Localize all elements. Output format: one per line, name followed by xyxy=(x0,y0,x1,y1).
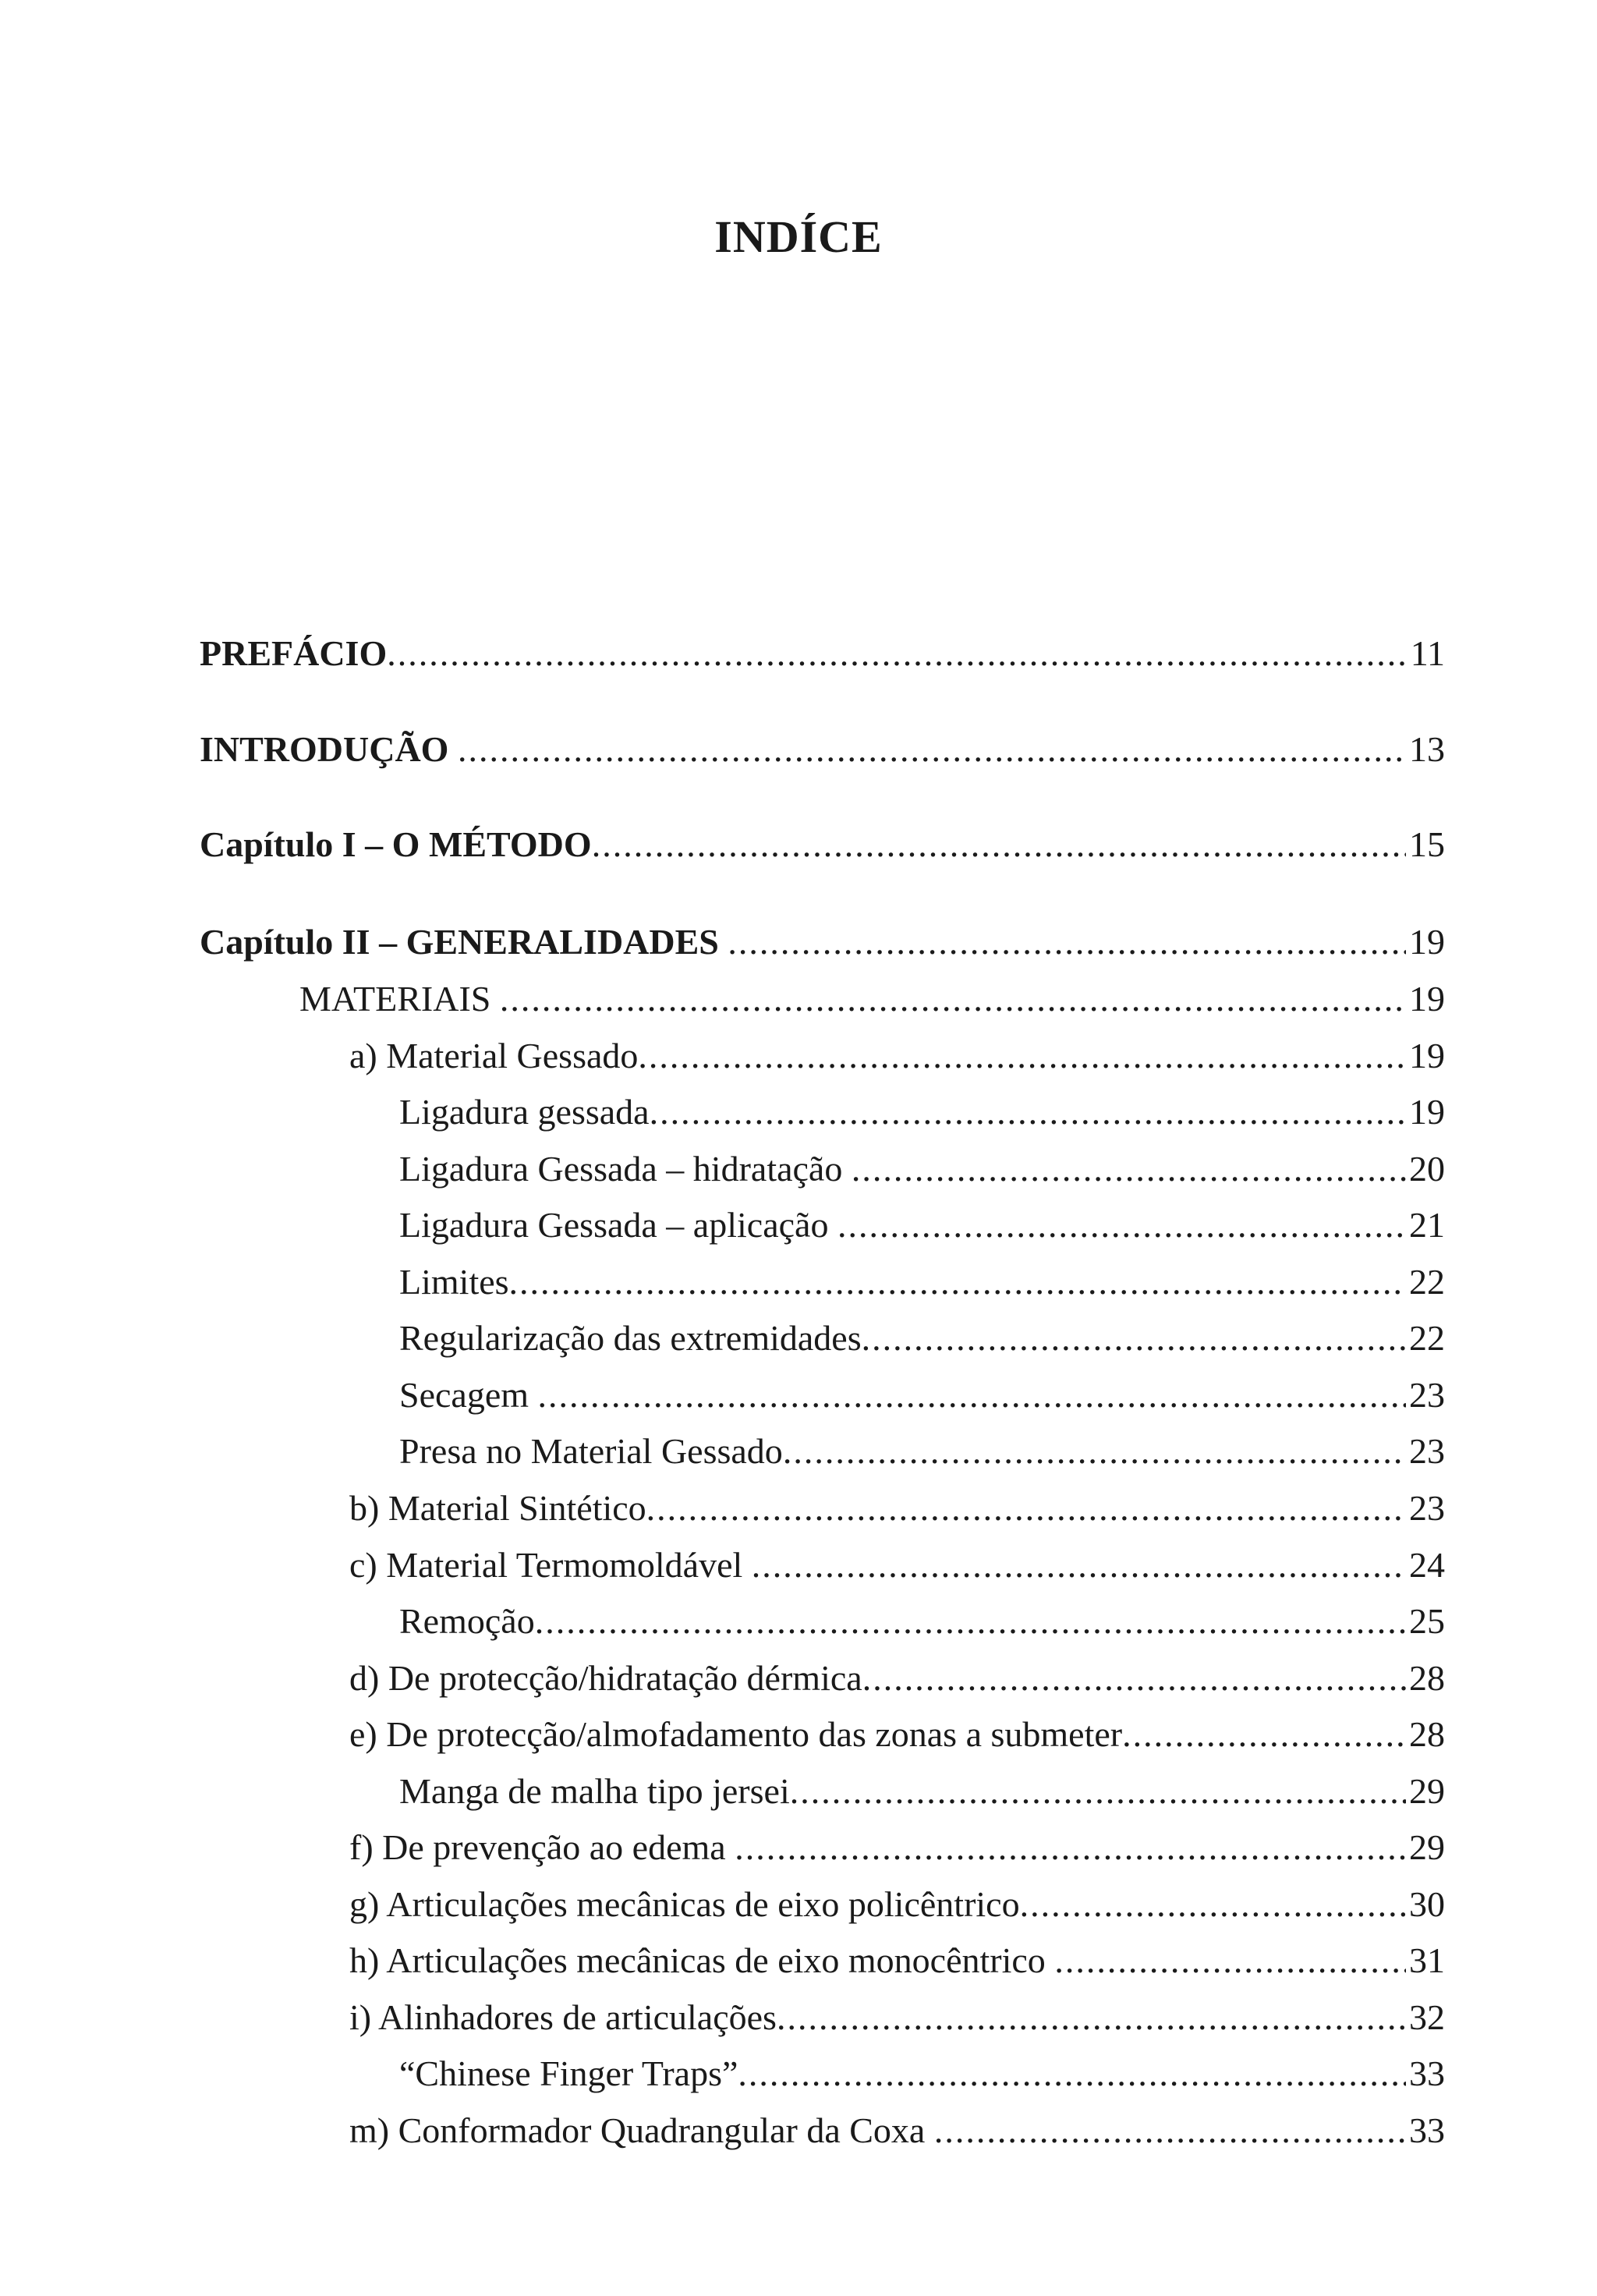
toc-dot-leader xyxy=(638,1033,1406,1079)
toc-entry xyxy=(349,2107,1445,2154)
toc-entry-label: “Chinese Finger Traps” xyxy=(399,2053,738,2093)
toc-entry-label: c) Material Termomoldável xyxy=(349,1545,752,1585)
toc-dot-leader xyxy=(852,1146,1406,1192)
toc-entry-label: Manga de malha tipo jersei xyxy=(399,1771,790,1811)
toc-entry xyxy=(200,919,1445,966)
toc-dot-leader xyxy=(738,2050,1406,2097)
toc-page-number: 23 xyxy=(1409,1488,1445,1528)
toc-row xyxy=(0,1994,1597,2041)
toc-entry xyxy=(399,2050,1445,2097)
toc-row xyxy=(0,821,1597,868)
toc-row xyxy=(0,1881,1597,1928)
toc-page-number: 22 xyxy=(1409,1318,1445,1358)
toc-row xyxy=(0,919,1597,966)
toc-entry xyxy=(299,976,1445,1022)
toc-entry-label: Secagem xyxy=(399,1375,538,1415)
toc-entry xyxy=(200,726,1445,773)
toc-page-number: 32 xyxy=(1409,1997,1445,2037)
toc-entry xyxy=(349,1824,1445,1871)
toc-page-number: 23 xyxy=(1409,1431,1445,1471)
toc-dot-leader xyxy=(458,726,1406,773)
toc-page-number: 20 xyxy=(1409,1149,1445,1189)
toc-entry-label: Remoção xyxy=(399,1601,535,1641)
toc-entry xyxy=(399,1372,1445,1419)
toc-entry-label: Ligadura gessada xyxy=(399,1092,650,1132)
toc-page-number: 22 xyxy=(1409,1262,1445,1302)
toc-page-number: 15 xyxy=(1409,824,1445,864)
toc-page-number: 13 xyxy=(1409,729,1445,769)
toc-row xyxy=(0,1315,1597,1362)
toc-entry-label: m) Conformador Quadrangular da Coxa xyxy=(349,2110,934,2150)
toc-dot-leader xyxy=(1122,1711,1406,1758)
toc-row xyxy=(0,1146,1597,1192)
toc-row xyxy=(0,1711,1597,1758)
toc-page-number: 19 xyxy=(1409,1036,1445,1075)
toc-row xyxy=(0,1089,1597,1136)
toc-entry xyxy=(349,1542,1445,1589)
toc-entry xyxy=(399,1259,1445,1306)
toc-dot-leader xyxy=(592,821,1406,868)
toc-entry-label: MATERIAIS xyxy=(299,979,500,1019)
toc-page-number: 33 xyxy=(1409,2053,1445,2093)
toc-entry xyxy=(349,1994,1445,2041)
toc-entry-label: INTRODUÇÃO xyxy=(200,729,458,769)
toc-page-number: 21 xyxy=(1409,1205,1445,1245)
toc-dot-leader xyxy=(509,1259,1406,1306)
toc-page-number: 19 xyxy=(1409,979,1445,1019)
toc-entry-label: f) De prevenção ao edema xyxy=(349,1827,735,1867)
toc-entry xyxy=(399,1202,1445,1249)
toc-entry-label: e) De protecção/almofadamento das zonas a submeter xyxy=(349,1714,1123,1754)
toc-dot-leader xyxy=(387,630,1407,677)
toc-entry-label: PREFÁCIO xyxy=(200,633,388,673)
toc-page-number: 31 xyxy=(1409,1940,1445,1980)
toc-dot-leader xyxy=(1020,1881,1406,1928)
toc-dot-leader xyxy=(728,919,1406,966)
toc-entry xyxy=(200,821,1445,868)
toc-entry-label: Ligadura Gessada – aplicação xyxy=(399,1205,837,1245)
toc-entry-label: h) Articulações mecânicas de eixo monocêntrico xyxy=(349,1940,1055,1980)
toc-page-number: 28 xyxy=(1409,1714,1445,1754)
toc-entry-label: b) Material Sintético xyxy=(349,1488,646,1528)
toc-entry xyxy=(349,1655,1445,1702)
toc-entry-label: Regularização das extremidades xyxy=(399,1318,862,1358)
toc-entry xyxy=(399,1768,1445,1815)
toc-dot-leader xyxy=(862,1655,1406,1702)
toc-page-number: 33 xyxy=(1409,2110,1445,2150)
toc-entry-label: Presa no Material Gessado xyxy=(399,1431,783,1471)
toc-dot-leader xyxy=(500,976,1406,1022)
toc-entry xyxy=(349,1033,1445,1079)
toc-row xyxy=(0,1428,1597,1475)
toc-page-number: 19 xyxy=(1409,1092,1445,1132)
toc-page-number: 19 xyxy=(1409,922,1445,962)
toc-dot-leader xyxy=(1054,1937,1406,1984)
toc-dot-leader xyxy=(735,1824,1406,1871)
toc-row xyxy=(0,630,1597,677)
toc-entry-label: Capítulo II – GENERALIDADES xyxy=(200,922,728,962)
toc-row xyxy=(0,1937,1597,1984)
table-of-contents xyxy=(0,630,1597,2190)
toc-row xyxy=(0,1655,1597,1702)
toc-entry-label: Limites xyxy=(399,1262,509,1302)
toc-row xyxy=(0,1202,1597,1249)
toc-entry xyxy=(349,1485,1445,1532)
toc-page-number: 23 xyxy=(1409,1375,1445,1415)
toc-entry xyxy=(399,1089,1445,1136)
toc-page-number: 30 xyxy=(1409,1884,1445,1924)
toc-entry-label: Capítulo I – O MÉTODO xyxy=(200,824,592,864)
toc-row xyxy=(0,2050,1597,2097)
toc-entry xyxy=(349,1881,1445,1928)
toc-dot-leader xyxy=(783,1428,1406,1475)
toc-entry-label: Ligadura Gessada – hidratação xyxy=(399,1149,852,1189)
toc-row xyxy=(0,1259,1597,1306)
toc-dot-leader xyxy=(538,1372,1406,1419)
toc-entry-label: d) De protecção/hidratação dérmica xyxy=(349,1658,862,1698)
toc-entry xyxy=(399,1598,1445,1645)
toc-dot-leader xyxy=(752,1542,1406,1589)
toc-dot-leader xyxy=(535,1598,1406,1645)
toc-page-number: 29 xyxy=(1409,1771,1445,1811)
toc-row xyxy=(0,726,1597,773)
toc-row xyxy=(0,976,1597,1022)
toc-dot-leader xyxy=(862,1315,1406,1362)
toc-row xyxy=(0,1485,1597,1532)
toc-page-number: 28 xyxy=(1409,1658,1445,1698)
toc-row xyxy=(0,2107,1597,2154)
toc-page-number: 11 xyxy=(1410,633,1445,673)
toc-page-number: 24 xyxy=(1409,1545,1445,1585)
toc-dot-leader xyxy=(646,1485,1406,1532)
toc-row xyxy=(0,1768,1597,1815)
toc-row xyxy=(0,1542,1597,1589)
toc-dot-leader xyxy=(650,1089,1406,1136)
toc-entry-label: a) Material Gessado xyxy=(349,1036,639,1075)
toc-dot-leader xyxy=(777,1994,1406,2041)
toc-dot-leader xyxy=(837,1202,1406,1249)
toc-entry xyxy=(399,1146,1445,1192)
toc-entry xyxy=(399,1428,1445,1475)
toc-row xyxy=(0,1598,1597,1645)
toc-row xyxy=(0,1372,1597,1419)
toc-entry xyxy=(200,630,1445,677)
toc-row xyxy=(0,1033,1597,1079)
toc-dot-leader xyxy=(790,1768,1406,1815)
toc-entry-label: i) Alinhadores de articulações xyxy=(349,1997,777,2037)
toc-entry xyxy=(399,1315,1445,1362)
page-title: INDÍCE xyxy=(714,211,883,262)
toc-row xyxy=(0,1824,1597,1871)
toc-page-number: 25 xyxy=(1409,1601,1445,1641)
toc-dot-leader xyxy=(934,2107,1406,2154)
toc-entry-label: g) Articulações mecânicas de eixo policêntrico xyxy=(349,1884,1020,1924)
toc-entry xyxy=(349,1711,1445,1758)
toc-entry xyxy=(349,1937,1445,1984)
toc-page-number: 29 xyxy=(1409,1827,1445,1867)
